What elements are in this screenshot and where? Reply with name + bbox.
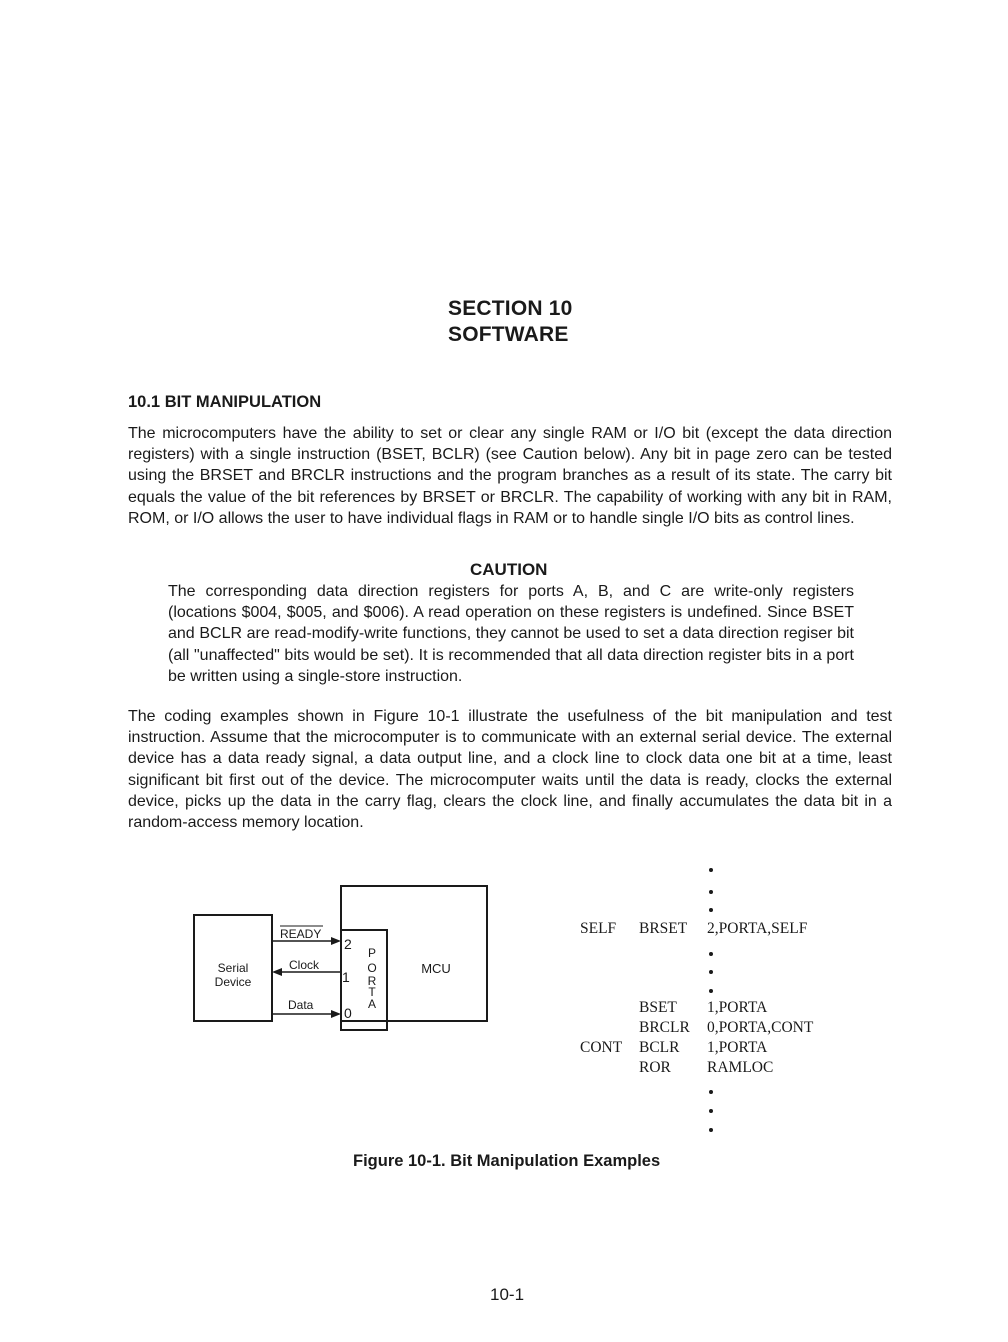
intro-paragraph: The microcomputers have the ability to set or clear any single RAM or I/O bit (except the data direction registers) with a single instruction (BSET, BCLR) (see Caution below). Any bit in page zero can be tested using the BRSET and BRCLR instructions and the program branches as a result of its state. The carry bit equals the value of the bit references by BRSET or BRCLR. The capability of working with any bit in RAM, ROM, or I/O allows the user to have individual flags in RAM or to handle single I/O bits as control lines.	[128, 425, 892, 527]
pin-1-label: 1	[342, 969, 350, 985]
block-diagram	[190, 883, 500, 1033]
data-signal-label: Data	[288, 998, 314, 1012]
serial-device-label-line2: Device	[214, 975, 252, 989]
page-number: 10-1	[490, 1285, 525, 1304]
code-operand: 2,PORTA,SELF	[707, 920, 808, 937]
port-letter-p: P	[367, 946, 377, 960]
code-opcode: BRCLR	[639, 1019, 690, 1036]
ellipsis-dot	[709, 1109, 713, 1113]
ellipsis-dot	[709, 970, 713, 974]
mcu-box	[341, 886, 487, 1021]
figure-caption: Figure 10-1. Bit Manipulation Examples	[353, 1152, 661, 1170]
section-title: SOFTWARE	[448, 323, 569, 346]
code-opcode: BSET	[639, 999, 677, 1016]
code-operand: 1,PORTA	[707, 1039, 768, 1056]
serial-device-label-line1: Serial	[217, 961, 249, 975]
port-letter-r: R	[367, 974, 377, 988]
caution-title: CAUTION	[470, 560, 548, 579]
code-operand: 1,PORTA	[707, 999, 768, 1016]
pin-2-label: 2	[344, 936, 352, 952]
ellipsis-dot	[709, 952, 713, 956]
code-label: SELF	[580, 920, 617, 937]
caution-text: The corresponding data direction registers for ports A, B, and C are write-only registers (locations $004, $005, and $006). A read operation on these registers is undefined. Since BSET and BCLR are read-modify-write functions, they cannot be used to set a data direction regiser bit (all "unaffected" bits would be set). It is recommended that all data direction register bits in a port be written using a single-store instruction.	[168, 583, 854, 685]
code-listing	[578, 852, 838, 1142]
ellipsis-dot	[709, 989, 713, 993]
code-opcode: ROR	[639, 1059, 671, 1076]
section-number: SECTION 10	[448, 297, 573, 320]
mcu-label: MCU	[421, 961, 451, 976]
port-letter-o: O	[367, 961, 377, 975]
coding-paragraph: The coding examples shown in Figure 10-1 illustrate the usefulness of the bit manipulation and test instruction. Assume that the microcomputer is to communicate with an external serial device. The external device has a data ready signal, a data output line, and a clock line to clock data one bit at a time, least significant bit first out of the device. The microcomputer waits until the data is ready, clocks the external device, picks up the data in the carry flag, clears the clock line, and finally accumulates the data bit in a random-access memory location.	[128, 708, 892, 832]
port-letter-t: T	[368, 985, 376, 999]
code-opcode: BCLR	[639, 1039, 680, 1056]
clock-arrowhead	[272, 968, 282, 976]
clock-signal-label: Clock	[289, 958, 320, 972]
section-heading	[448, 296, 573, 348]
ellipsis-dot	[709, 868, 713, 872]
port-letter-a: A	[367, 997, 377, 1011]
code-operand: RAMLOC	[707, 1059, 774, 1076]
ready-signal-label: READY	[280, 927, 322, 941]
data-arrowhead	[331, 1010, 341, 1018]
ellipsis-dot	[709, 890, 713, 894]
subsection-heading: 10.1 BIT MANIPULATION	[128, 393, 322, 411]
ready-arrowhead	[331, 937, 341, 945]
pin-0-label: 0	[344, 1005, 352, 1021]
ellipsis-dot	[709, 1090, 713, 1094]
ellipsis-dot	[709, 908, 713, 912]
code-label: CONT	[580, 1039, 623, 1056]
code-operand: 0,PORTA,CONT	[707, 1019, 814, 1036]
code-opcode: BRSET	[639, 920, 688, 937]
ellipsis-dot	[709, 1128, 713, 1132]
